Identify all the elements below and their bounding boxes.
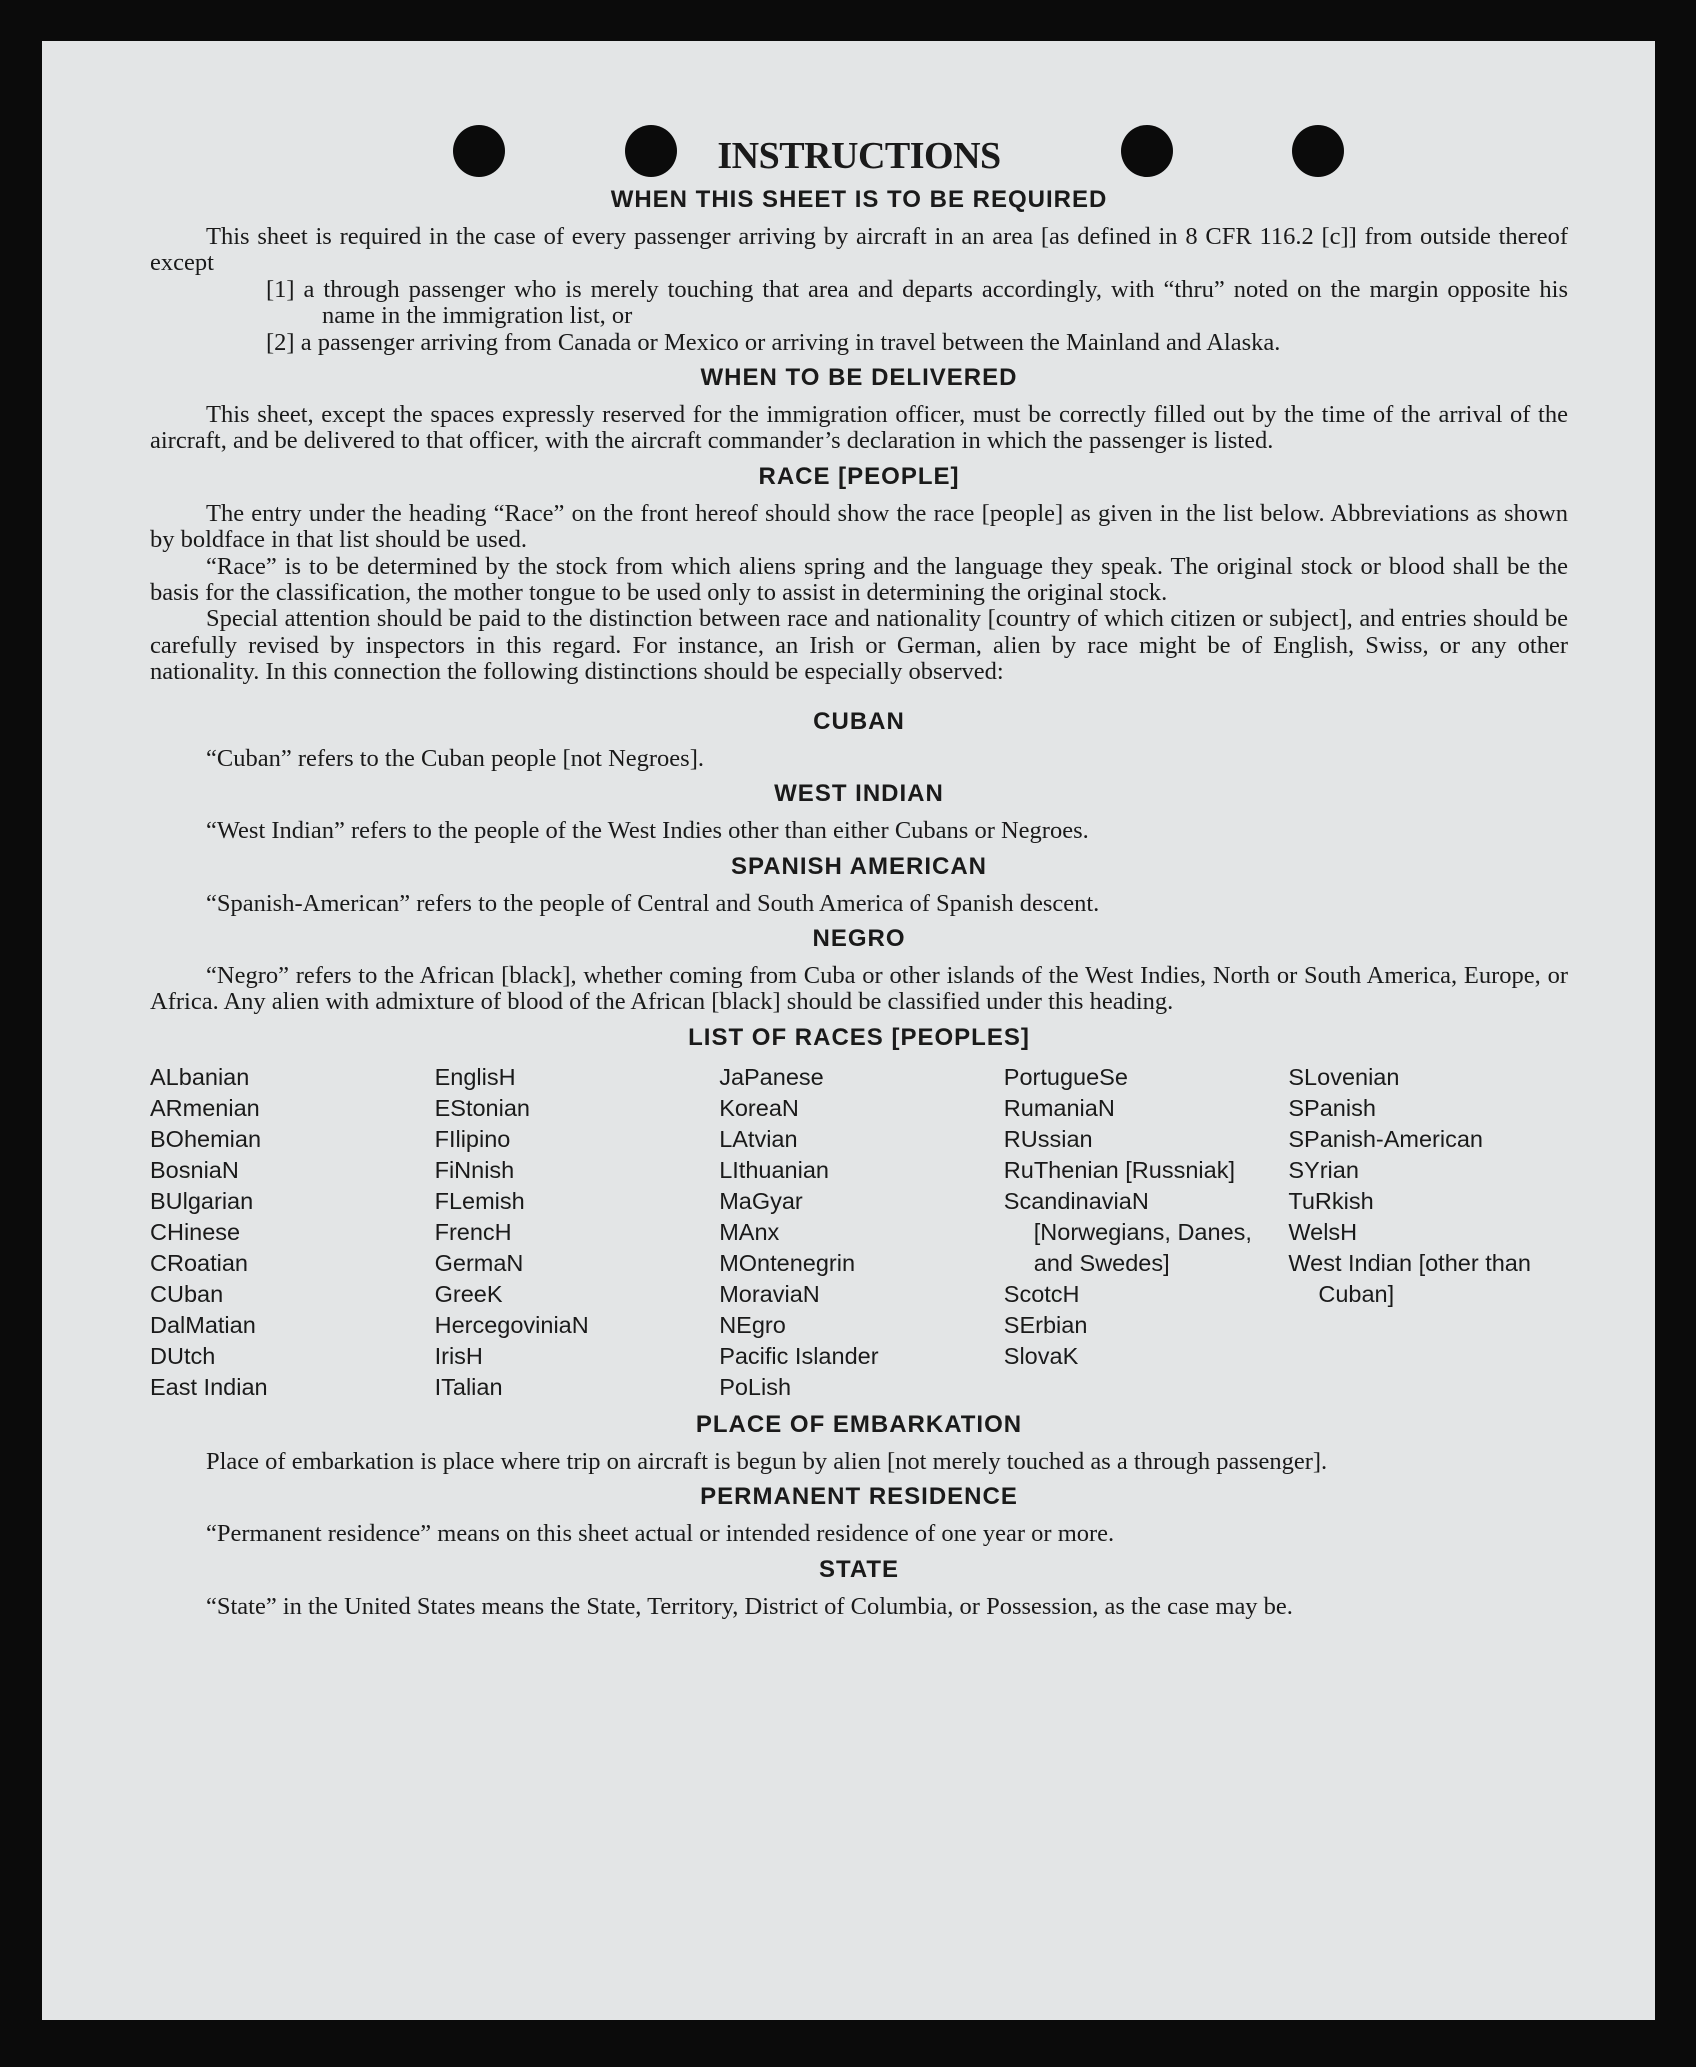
race-entry: PoLish (719, 1373, 792, 1400)
race-entry: SYrian (1288, 1156, 1359, 1183)
section-heading-races-list: LIST OF RACES [PEOPLES] (688, 1023, 1030, 1051)
required-item-2: [2] a passenger arriving from Canada or Mexico or arriving in travel between the Mainland and Alaska. (266, 328, 1281, 356)
race-paragraph-2: “Race” is to be determined by the stock from which aliens spring and the language they speak. The original stock or blood shall be the basis for the classification, the mother tongue to be used only to assist in determining the original stock. (150, 552, 1568, 607)
race-entry: SErbian (1003, 1311, 1088, 1338)
race-entry: Pacific Islander (719, 1342, 879, 1369)
race-entry: DalMatian (150, 1311, 256, 1338)
west-indian-text: “West Indian” refers to the people of the West Indies other than either Cubans or Negroes. (206, 817, 1089, 845)
race-entry: SPanish (1288, 1094, 1376, 1121)
race-entry: EnglisH (434, 1063, 516, 1090)
embarkation-text: Place of embarkation is place where trip on aircraft is begun by alien [not merely touched as a through passenger]. (206, 1447, 1328, 1475)
section-heading-cuban: CUBAN (813, 707, 905, 735)
race-entry: BUlgarian (150, 1187, 254, 1214)
section-heading-state: STATE (818, 1555, 900, 1583)
race-entry: RUssian (1003, 1125, 1093, 1152)
section-heading-west-indian: WEST INDIAN (774, 780, 944, 808)
page-title: INSTRUCTIONS (717, 135, 1001, 177)
race-entry: WelsH (1288, 1218, 1358, 1245)
race-entry: RumaniaN (1003, 1094, 1115, 1121)
race-entry: MaGyar (719, 1187, 803, 1214)
section-heading-race: RACE [PEOPLE] (758, 462, 960, 490)
cuban-text: “Cuban” refers to the Cuban people [not Negroes]. (206, 744, 704, 772)
race-entry: KoreaN (719, 1094, 799, 1121)
race-entry: HercegoviniaN (434, 1311, 589, 1338)
instructions-content (150, 134, 1568, 1620)
race-entry: FIlipino (434, 1125, 511, 1152)
race-entry: LAtvian (719, 1125, 798, 1152)
races-column-3 (719, 1062, 1004, 1403)
race-entry: CRoatian (150, 1249, 248, 1276)
race-entry: JaPanese (719, 1063, 824, 1090)
race-entry: SPanish-American (1288, 1125, 1483, 1152)
race-entry: RuThenian [Russniak] (1003, 1156, 1235, 1183)
race-entry: PortugueSe (1003, 1063, 1128, 1090)
race-entry: NEgro (719, 1311, 786, 1338)
spanish-american-text: “Spanish-American” refers to the people of Central and South America of Spanish descent. (206, 889, 1100, 917)
race-entry: MOntenegrin (719, 1249, 856, 1276)
race-entry: FLemish (434, 1187, 525, 1214)
race-entry: FrencH (434, 1218, 512, 1245)
section-heading-residence: PERMANENT RESIDENCE (700, 1483, 1018, 1511)
race-entry: IrisH (434, 1342, 483, 1369)
race-entry: SLovenian (1288, 1063, 1400, 1090)
race-entry: TuRkish (1288, 1187, 1374, 1214)
section-heading-delivered: WHEN TO BE DELIVERED (700, 364, 1018, 392)
race-entry: ALbanian (150, 1063, 250, 1090)
race-entry: ScotcH (1003, 1280, 1080, 1307)
delivered-text: This sheet, except the spaces expressly reserved for the immigration officer, must be correctly filled out by the time of the arrival of the aircraft, and be delivered to that officer, with the aircraft commander’s declaration in which the passenger is listed. (150, 401, 1568, 455)
race-entry: LIthuanian (719, 1156, 829, 1183)
race-entry: GreeK (434, 1280, 503, 1307)
race-entry: BosniaN (150, 1156, 239, 1183)
race-entry: East Indian (150, 1373, 268, 1400)
races-column-5 (1288, 1062, 1568, 1403)
race-entry: CHinese (150, 1218, 241, 1245)
required-intro: This sheet is required in the case of every passenger arriving by aircraft in an area [as defined in 8 CFR 116.2 [c]] from outside thereof except (150, 223, 1568, 277)
section-heading-negro: NEGRO (812, 924, 906, 952)
race-entry: SlovaK (1003, 1342, 1079, 1369)
race-entry: MAnx (719, 1218, 780, 1245)
section-heading-embarkation: PLACE OF EMBARKATION (695, 1410, 1023, 1438)
race-entry: West Indian [other than Cuban] (1288, 1249, 1531, 1307)
race-entry: ITalian (434, 1373, 503, 1400)
state-text: “State” in the United States means the State, Territory, District of Columbia, or Possession, as the case may be. (206, 1592, 1293, 1620)
race-paragraph-3: Special attention should be paid to the distinction between race and nationality [country of which citizen or subject], and entries should be carefully revised by inspectors in this regard. For instance, an Irish or German, alien by race might be of English, Swiss, or any other nationality. In this connection the following distinctions should be especially observed: (150, 605, 1568, 686)
race-entry: DUtch (150, 1342, 216, 1369)
section-heading-required: WHEN THIS SHEET IS TO BE REQUIRED (610, 186, 1108, 213)
required-item-1: [1] a through passenger who is merely touching that area and departs accordingly, with “thru” noted on the margin opposite his name in the immigration list, or (266, 275, 1568, 330)
race-entry: EStonian (434, 1094, 530, 1121)
race-entry: FiNnish (434, 1156, 515, 1183)
negro-text: “Negro” refers to the African [black], whether coming from Cuba or other islands of the West Indies, North or South America, Europe, or Africa. Any alien with admixture of blood of the African [black] should be classified under this heading. (150, 961, 1568, 1016)
section-heading-spanish-american: SPANISH AMERICAN (730, 852, 987, 880)
race-entry: GermaN (434, 1249, 524, 1276)
races-column-4 (1004, 1062, 1289, 1403)
race-entry: MoraviaN (719, 1280, 820, 1307)
race-entry: ScandinaviaN [Norwegians, Danes, and Swedes] (1003, 1187, 1252, 1276)
race-entry: ARmenian (150, 1094, 260, 1121)
residence-text: “Permanent residence” means on this sheet actual or intended residence of one year or more. (206, 1520, 1115, 1548)
race-entry: BOhemian (150, 1125, 262, 1152)
races-column-1 (150, 1062, 435, 1403)
race-paragraph-1: The entry under the heading “Race” on the front hereof should show the race [people] as given in the list below. Abbreviations as shown by boldface in that list should be used. (150, 499, 1568, 554)
races-column-2 (435, 1062, 720, 1403)
race-entry: CUban (150, 1280, 224, 1307)
races-list (150, 1062, 1568, 1403)
